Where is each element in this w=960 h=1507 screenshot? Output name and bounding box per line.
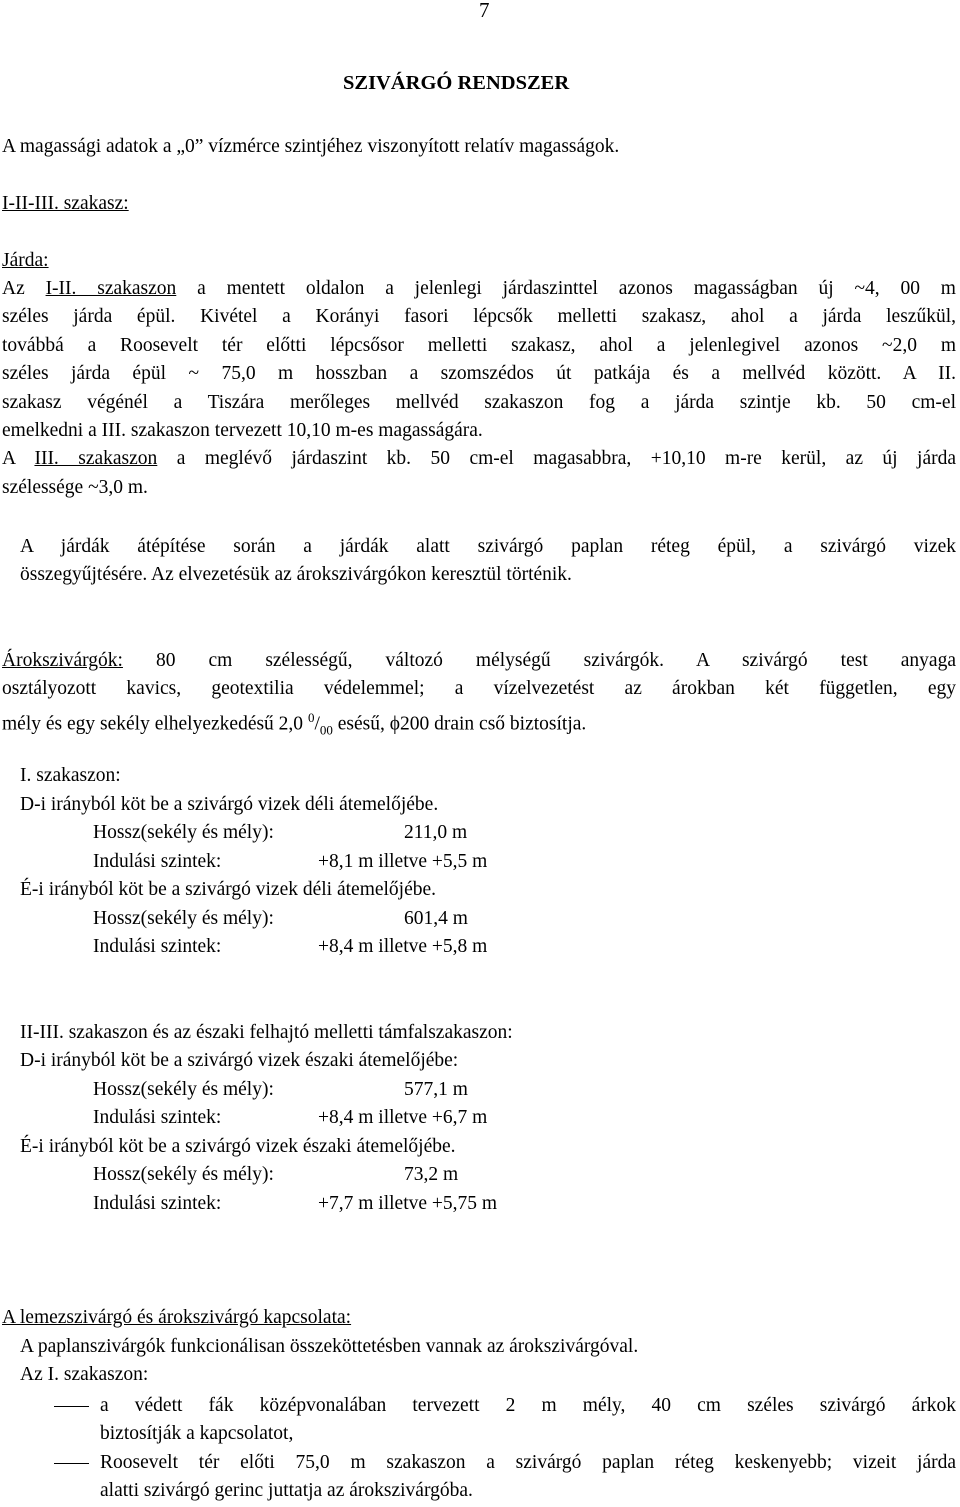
jarda-paragraph <box>2 275 956 502</box>
bullet-dash <box>54 1406 89 1407</box>
section2-heading: II-III. szakaszon és az északi felhajtó melletti támfalszakaszon: <box>20 1022 513 1043</box>
bullet-item <box>100 1392 956 1449</box>
length-label: Hossz(sekély és mély): <box>93 1079 274 1100</box>
levels-value: +8,1 m illetve +5,5 m <box>318 851 488 872</box>
length-value: 73,2 m <box>404 1164 459 1185</box>
length-label: Hossz(sekély és mély): <box>93 1164 274 1185</box>
section2-group1-desc: D-i irányból köt be a szivárgó vizek északi átemelőjébe: <box>20 1050 459 1071</box>
section1-heading: I. szakaszon: <box>20 765 121 786</box>
length-label: Hossz(sekély és mély): <box>93 822 274 843</box>
levels-label: Indulási szintek: <box>93 851 222 872</box>
levels-value: +8,4 m illetve +5,8 m <box>318 936 488 957</box>
paragraph-line: osztályozott kavics, geotextilia védelemmel; a vízelvezetést az árokban két független, egy <box>2 678 956 700</box>
length-label: Hossz(sekély és mély): <box>93 908 274 929</box>
bullet-line: Roosevelt tér előti 75,0 m szakaszon a szivárgó paplan réteg keskenyebb; vizeit járda <box>100 1452 956 1473</box>
page-title: SZIVÁRGÓ RENDSZER <box>343 72 570 94</box>
jarda-line: emelkedni a III. szakaszon tervezett 10,10 m-es magasságára. <box>2 419 483 441</box>
jarda-paragraph-2 <box>20 533 956 590</box>
jarda-line: szakasz végénél a Tiszára merőleges mellvéd szakaszon fog a járda szintje kb. 50 cm-el <box>2 391 956 413</box>
bullet-line: alatti szivárgó gerinc juttatja az árokszivárgóba. <box>100 1480 473 1502</box>
paragraph-line: mély és egy sekély elhelyezkedésű 2,0 $^0/_{00}$ esésű, ϕ200 drain cső biztosítja. <box>2 709 587 738</box>
connection-line1: A paplanszivárgók funkcionálisan összeköttetésben vannak az árokszivárgóval. <box>20 1336 639 1357</box>
jarda-line: szélessége ~3,0 m. <box>2 476 148 498</box>
intro-text: A magassági adatok a „0” vízmérce szintjéhez viszonyított relatív magasságok. <box>2 136 620 157</box>
bullet-item <box>100 1449 956 1506</box>
jarda-line: A III. szakaszon a meglévő járdaszint kb. 50 cm-el magasabbra, +10,10 m-re kerül, az új járda <box>2 448 957 470</box>
bullet-line: biztosítják a kapcsolatot, <box>100 1423 294 1445</box>
connection-heading: A lemezszivárgó és árokszivárgó kapcsolata: <box>2 1307 352 1328</box>
bullet-dash <box>54 1463 89 1464</box>
connection-line2: Az I. szakaszon: <box>20 1364 149 1385</box>
jarda-line: széles járda épül ~ 75,0 m hosszban a szomszédos út patkája és a mellvéd között. A II. <box>2 363 956 385</box>
paragraph-line: összegyűjtésére. Az elvezetésük az árokszivárgókon keresztül történik. <box>20 564 572 586</box>
section1-group2-desc: É-i irányból köt be a szivárgó vizek déli átemelőjébe. <box>20 879 437 900</box>
bullet-line: a védett fák középvonalában tervezett 2 m mély, 40 cm széles szivárgó árkok <box>100 1395 956 1416</box>
page-number: 7 <box>479 0 490 22</box>
arok-paragraph <box>2 647 956 738</box>
length-value: 577,1 m <box>404 1079 468 1100</box>
jarda-label: Járda: <box>2 250 49 271</box>
jarda-line: Az I-II. szakaszon a mentett oldalon a jelenlegi járdaszinttel azonos magasságban új ~4, 00 m <box>2 278 956 299</box>
jarda-line: széles járda épül. Kivétel a Korányi fasori lépcsők melletti szakasz, ahol a járda leszűkül, <box>2 306 956 328</box>
levels-label: Indulási szintek: <box>93 936 222 957</box>
jarda-line: továbbá a Roosevelt tér előtti lépcsősor melletti szakasz, ahol a jelenlegivel azonos ~2,0 m <box>2 334 956 356</box>
levels-label: Indulási szintek: <box>93 1107 222 1128</box>
length-value: 601,4 m <box>404 908 468 929</box>
levels-value: +8,4 m illetve +6,7 m <box>318 1107 488 1128</box>
section-heading: I-II-III. szakasz: <box>2 193 129 214</box>
arok-label: Árokszivárgók: <box>2 650 123 671</box>
length-value: 211,0 m <box>404 822 468 843</box>
paragraph-line: Árokszivárgók: 80 cm szélességű, változó mélységű szivárgók. A szivárgó test anyaga <box>2 650 956 671</box>
section2-group2-desc: É-i irányból köt be a szivárgó vizek északi átemelőjébe. <box>20 1136 456 1157</box>
levels-value: +7,7 m illetve +5,75 m <box>318 1193 498 1214</box>
section1-group1-desc: D-i irányból köt be a szivárgó vizek déli átemelőjébe. <box>20 794 439 815</box>
levels-label: Indulási szintek: <box>93 1193 222 1214</box>
paragraph-line: A járdák átépítése során a járdák alatt szivárgó paplan réteg épül, a szivárgó vizek <box>20 536 956 557</box>
